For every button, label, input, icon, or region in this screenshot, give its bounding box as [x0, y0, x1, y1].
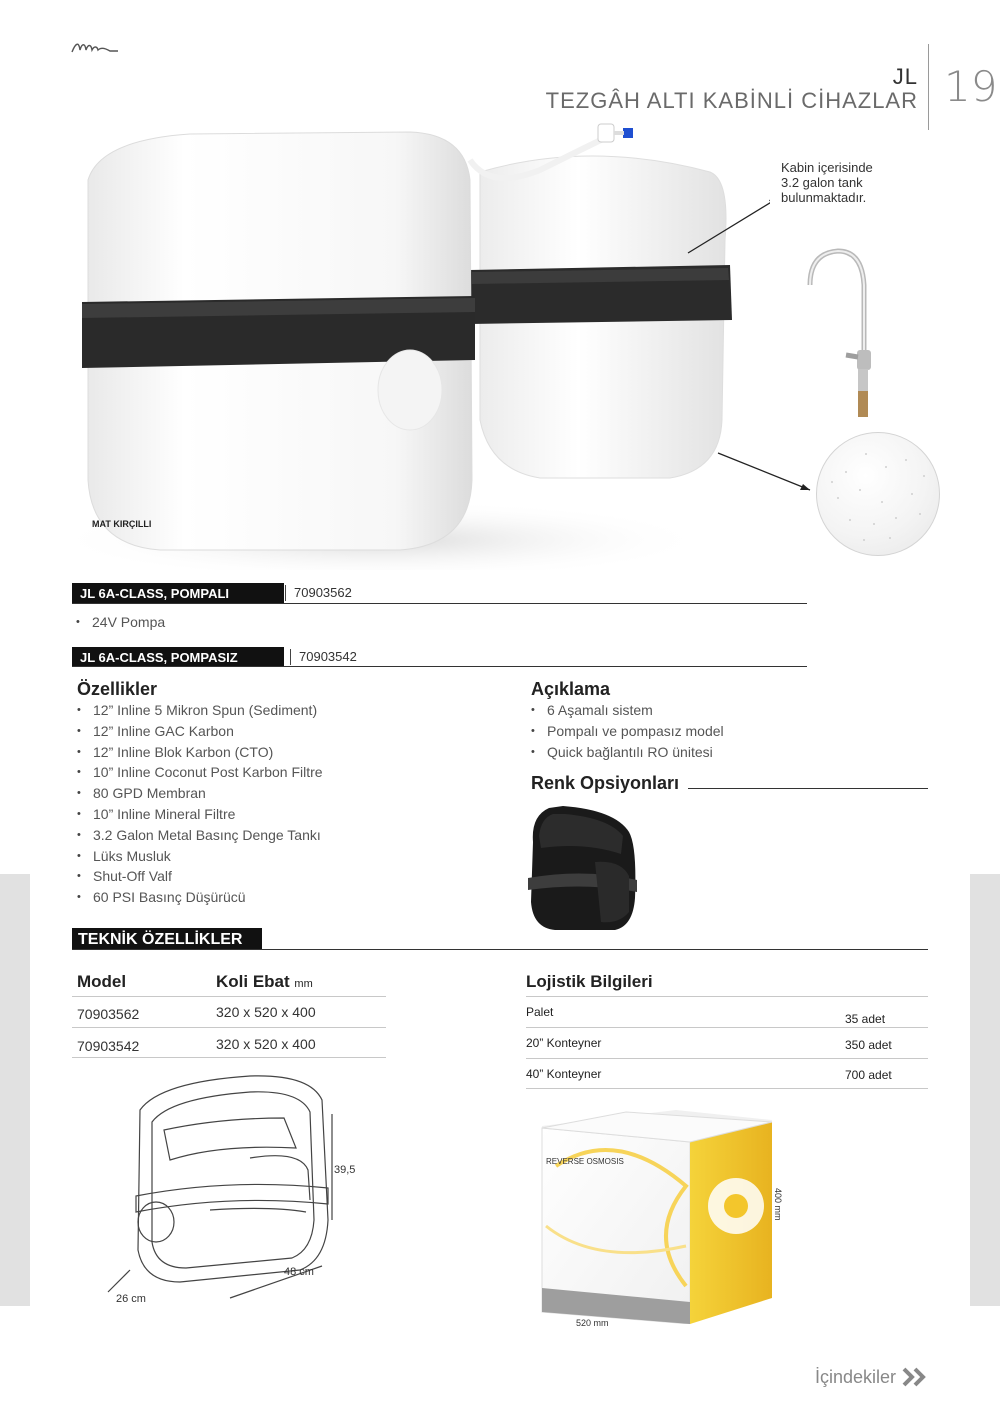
- logistics-label: 40” Konteyner: [526, 1067, 602, 1081]
- brand-logo-icon: [70, 40, 120, 56]
- page-number: 19: [944, 62, 998, 111]
- table-divider: [526, 1058, 928, 1059]
- tank-callout-line: Kabin içerisinde: [781, 160, 873, 175]
- description-list: [527, 700, 724, 762]
- list-item: • 12” Inline GAC Karbon: [73, 721, 323, 742]
- list-item: • 3.2 Galon Metal Basınç Denge Tankı: [73, 825, 323, 846]
- header-divider: [928, 44, 929, 130]
- technical-underline: [72, 949, 928, 950]
- product-hero-image: [70, 120, 770, 570]
- left-side-tab: [0, 874, 30, 1306]
- model-column-header: Model: [77, 972, 127, 991]
- model-code-pompali: 70903562: [285, 585, 352, 601]
- logistics-label: 20” Konteyner: [526, 1036, 602, 1050]
- model-notes: [72, 612, 165, 633]
- box-height-label: 400 mm: [773, 1188, 783, 1221]
- table-divider: [72, 1057, 386, 1058]
- list-item: • 10” Inline Mineral Filtre: [73, 804, 323, 825]
- logistics-value: 350 adet: [845, 1038, 892, 1052]
- table-divider: [72, 996, 386, 997]
- drawing-width-label: 48 cm: [284, 1266, 314, 1278]
- series-title: JL: [892, 64, 918, 89]
- list-item: • 60 PSI Basınç Düşürücü: [73, 887, 323, 908]
- size-unit: mm: [294, 978, 313, 990]
- description-title: Açıklama: [531, 679, 611, 699]
- list-item: • Shut-Off Valf: [73, 866, 323, 887]
- table-cell-size: 320 x 520 x 400: [216, 1036, 316, 1052]
- dimension-drawing: [100, 1070, 380, 1302]
- double-chevron-right-icon[interactable]: [902, 1366, 928, 1388]
- model-code-pompasiz: 70903542: [290, 649, 357, 665]
- faucet-image: [800, 245, 890, 425]
- table-divider: [526, 1088, 928, 1089]
- list-item: • 12” Inline 5 Mikron Spun (Sediment): [73, 700, 323, 721]
- right-side-tab: [970, 874, 1000, 1306]
- black-cabinet-image: [525, 802, 640, 932]
- list-item: • 10” Inline Coconut Post Karbon Filtre: [73, 762, 323, 783]
- tank-callout-line: 3.2 galon tank: [781, 175, 863, 190]
- list-item: • 12” Inline Blok Karbon (CTO): [73, 742, 323, 763]
- model-name-pompali: JL 6A-CLASS, POMPALI: [72, 583, 284, 603]
- technical-title: TEKNİK ÖZELLİKLER: [72, 928, 262, 950]
- table-cell-model: 70903562: [77, 1006, 140, 1022]
- drawing-depth-label: 26 cm: [116, 1293, 146, 1302]
- logistics-value: 35 adet: [845, 1012, 886, 1026]
- box-brand-text: REVERSE OSMOSIS: [546, 1157, 624, 1166]
- logistics-value: 700 adet: [845, 1068, 892, 1082]
- swatch-arrow-icon: [715, 450, 815, 495]
- package-box-image: [536, 1106, 786, 1324]
- size-header-label: Koli Ebat: [216, 972, 290, 991]
- model-name-pompasiz: JL 6A-CLASS, POMPASIZ: [72, 647, 284, 667]
- features-list: [73, 700, 323, 908]
- category-subtitle: TEZGÂH ALTI KABİNLİ CİHAZLAR: [545, 88, 918, 113]
- color-options-underline: [688, 788, 928, 789]
- size-column-header: [216, 972, 313, 992]
- list-item: • Lüks Musluk: [73, 846, 323, 867]
- box-width-label: 520 mm: [576, 1318, 609, 1328]
- swatch-texture: [816, 432, 940, 556]
- table-divider: [526, 1027, 928, 1028]
- table-cell-model: 70903542: [77, 1038, 140, 1054]
- list-item: • 24V Pompa: [72, 612, 165, 633]
- table-cell-size: 320 x 520 x 400: [216, 1004, 316, 1020]
- contents-link[interactable]: İçindekiler: [814, 1367, 896, 1387]
- color-options-title: Renk Opsiyonları: [531, 773, 680, 793]
- logistics-title: Lojistik Bilgileri: [526, 972, 653, 991]
- finish-label: MAT KIRÇILLI: [92, 519, 152, 529]
- list-item: • 80 GPD Membran: [73, 783, 323, 804]
- drawing-height-label: 39,5: [334, 1164, 356, 1176]
- list-item: • Pompalı ve pompasız model: [527, 721, 724, 742]
- features-title: Özellikler: [77, 679, 158, 699]
- list-item: • 6 Aşamalı sistem: [527, 700, 724, 721]
- tank-callout-line: bulunmaktadır.: [781, 190, 867, 205]
- table-divider: [526, 996, 928, 997]
- logistics-label: Palet: [526, 1005, 554, 1019]
- tank-callout: [781, 160, 873, 205]
- table-divider: [72, 1027, 386, 1028]
- list-item: • Quick bağlantılı RO ünitesi: [527, 742, 724, 763]
- model-underline: [72, 603, 807, 604]
- model-underline: [72, 666, 807, 667]
